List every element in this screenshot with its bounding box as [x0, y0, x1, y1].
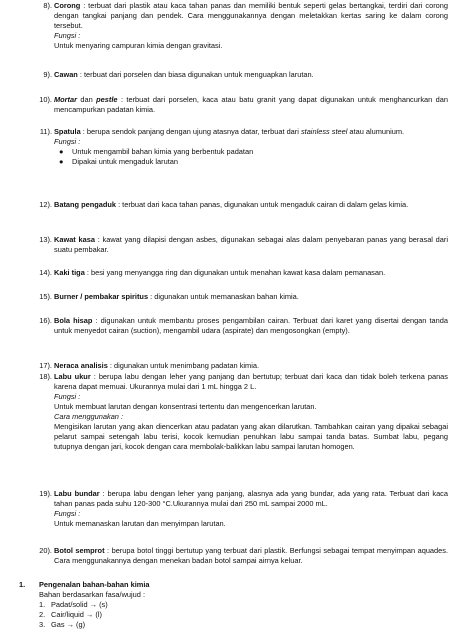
fungsi-text: Untuk memanaskan larutan dan menyimpan larutan.	[54, 519, 226, 528]
list-item-botol-semprot	[39, 546, 449, 566]
item-number: 8).	[43, 1, 52, 10]
bullet-item: ● Untuk mengambil bahan kimia yang berbentuk padatan	[59, 147, 254, 156]
item-text: : berupa botol tinggi bertutup yang terbuat dari plastik. Berfungsi sebagai tempat menyimpan aquades. Cara menggunakannya dengan menekan badan botol sampai airnya keluar.	[54, 546, 449, 565]
fungsi-text: Untuk membuat larutan dengan konsentrasi tertentu dan mengencerkan larutan.	[54, 402, 317, 411]
item-number: 19).	[39, 489, 52, 498]
item-term: Mortar	[54, 95, 77, 104]
item-term: Spatula	[54, 127, 81, 136]
item-text: : terbuat dari porselen, kaca atau batu granit yang dapat digunakan untuk menghancurkan dan mencampurkan padatan kimia.	[54, 95, 448, 114]
item-number: 14).	[39, 268, 52, 277]
item-term: Kawat kasa	[54, 235, 95, 244]
list-item-spatula: 11). Spatula : berupa sendok panjang dengan ujung atasnya datar, terbuat dari stainless steel atau alumunium. Fungsi : ● Untuk mengambil bahan kimia yang berbentuk padatan ● Dipakai untuk mengaduk larutan	[54, 127, 448, 167]
bullet-icon: ●	[59, 157, 64, 166]
list-item-neraca	[39, 361, 448, 371]
list-item-cawan	[43, 70, 448, 80]
list-item: 1. Padat/solid → (s)	[39, 600, 108, 609]
item-text: : terbuat dari porselen dan biasa digunakan untuk menguapkan larutan.	[77, 70, 314, 79]
item-term: Labu bundar	[54, 489, 100, 498]
section-intro: Bahan berdasarkan fasa/wujud :	[39, 590, 146, 599]
list-item-mortar: 10). Mortar dan pestle : terbuat dari porselen, kaca atau batu granit yang dapat digunakan untuk menghancurkan dan mencampurkan padatan kimia.	[54, 95, 448, 115]
list-item-labu-bundar	[39, 489, 448, 529]
item-number: 17).	[39, 361, 52, 370]
list-item: 3. Gas → (g)	[39, 620, 86, 629]
item-text: : digunakan untuk membantu proses pengambilan cairan. Terbuat dari karet yang disertai dengan tanda untuk menyedot cairan (suction), mengambil udara (aspirate) dan mengosongkan (empty).	[54, 316, 448, 335]
item-number: 12).	[39, 200, 52, 209]
fungsi-label: Fungsi :	[54, 31, 81, 40]
list-item-labu-ukur	[39, 372, 448, 452]
list-item-kaki-tiga	[39, 268, 448, 278]
phase-list	[39, 600, 439, 630]
item-number: 20).	[39, 546, 52, 555]
list-item-corong	[43, 1, 448, 51]
item-text: : berupa labu dengan leher yang panjang dan bertutup; terbuat dari kaca dan tidak boleh terkena panas karena dapat memuai. Ukurannya mulai dari 1 mL hingga 2 L.	[54, 372, 448, 391]
list-item: 2. Cair/liquid → (l)	[39, 610, 102, 619]
list-item-bola-hisap	[39, 316, 448, 336]
list-item-batang-pengaduk	[39, 200, 448, 210]
item-text: : kawat yang dilapisi dengan asbes, digunakan sebagai alas dalam penyebaran panas yang berasal dari suatu pembakar.	[54, 235, 449, 254]
item-text: : berupa labu dengan leher yang panjang, alasnya ada yang bundar, ada yang rata. Terbuat dari kaca tahan panas pada suhu 120-300 °C.Ukurannya mulai dari 250 mL sampai 2000 mL.	[54, 489, 448, 508]
fungsi-text: Untuk menyaring campuran kimia dengan gravitasi.	[54, 41, 223, 50]
item-number: 13).	[39, 235, 52, 244]
list-item-burner	[39, 292, 448, 302]
item-number: 11).	[39, 127, 52, 136]
fungsi-label: Fungsi :	[54, 392, 81, 401]
cara-label: Cara menggunakan :	[54, 412, 124, 421]
item-term: Bola hisap	[54, 316, 93, 325]
section-number: 1.	[19, 580, 26, 589]
item-term: Cawan	[54, 70, 78, 79]
item-number: 16).	[39, 316, 52, 325]
item-term: Burner / pembakar spiritus	[54, 292, 149, 301]
list-item-kawat-kasa	[39, 235, 449, 255]
item-number: 10).	[39, 95, 52, 104]
fungsi-label: Fungsi :	[54, 137, 81, 146]
bullet-item: ● Dipakai untuk mengaduk larutan	[59, 157, 178, 166]
item-term-2: pestle	[96, 95, 118, 104]
section-title: Pengenalan bahan-bahan kimia	[39, 580, 150, 589]
item-text: : terbuat dari plastik atau kaca tahan panas dan memiliki bentuk seperti gelas bertangkai, terdiri dari corong dengan tangkai panjang dan pendek. Cara menggunakannya dengan meletakkan kertas saring ke dalam corong tersebut.	[54, 1, 448, 30]
fungsi-label: Fungsi :	[54, 509, 81, 518]
item-number: 15).	[39, 292, 52, 301]
item-term: Kaki tiga	[54, 268, 85, 277]
item-text: : terbuat dari kaca tahan panas, digunakan untuk mengaduk cairan di dalam gelas kimia.	[116, 200, 409, 209]
item-text: : besi yang menyangga ring dan digunakan untuk menahan kawat kasa dalam pemanasan.	[84, 268, 386, 277]
item-term: Botol semprot	[54, 546, 105, 555]
item-term: Corong	[54, 1, 81, 10]
cara-text: Mengisikan larutan yang akan diencerkan atau padatan yang akan dilarutkan. Tambahkan cairan yang dipakai sebagai pelarut sampai setengah labu terisi, kocok kemudian penuhkan labu sampai tanda batas. Sumbat labu, pegang tutupnya dengan jari, kocok dengan cara membolak-balikkan labu sampai larutan homogen.	[54, 422, 448, 451]
item-term: Neraca analisis	[54, 361, 108, 370]
item-text: : digunakan untuk memanaskan bahan kimia.	[148, 292, 299, 301]
item-term: Batang pengaduk	[54, 200, 117, 209]
item-number: 9).	[43, 70, 52, 79]
item-number: 18).	[39, 372, 52, 381]
item-text: : digunakan untuk menimbang padatan kimia.	[107, 361, 260, 370]
bullet-icon: ●	[59, 147, 64, 156]
item-term: Labu ukur	[54, 372, 91, 381]
